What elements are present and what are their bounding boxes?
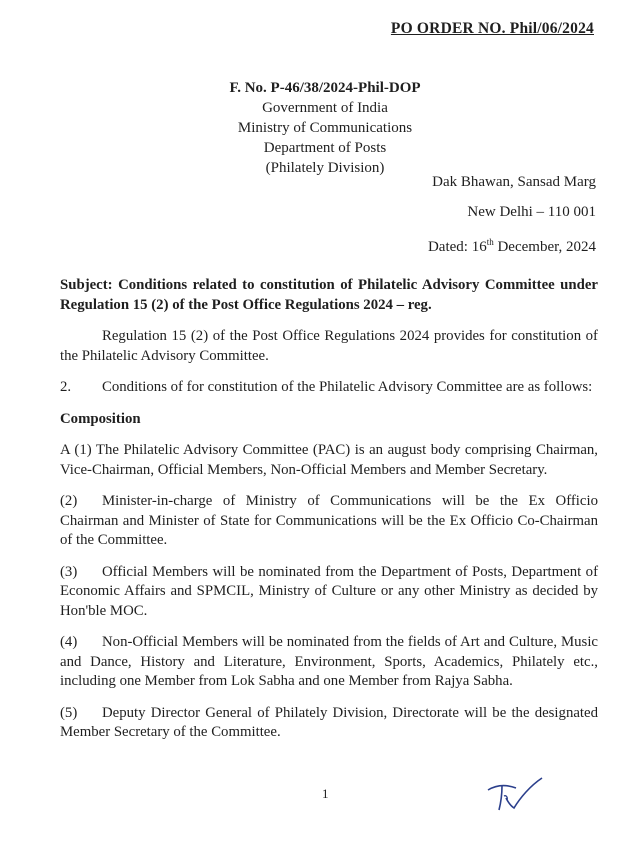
item-3-number: (3) xyxy=(60,563,78,580)
item-1-number: A (1) xyxy=(60,442,92,458)
paragraph-2-text: Conditions of for constitution of the Philatelic Advisory Committee are as follows: xyxy=(102,379,593,395)
item-3 xyxy=(60,563,598,622)
address-block xyxy=(428,167,596,262)
ministry-line: Ministry of Communications xyxy=(237,120,413,136)
intro-paragraph: Regulation 15 (2) of the Post Office Regulations 2024 provides for constitution of the Philatelic Advisory Committee. xyxy=(60,328,598,364)
date-suffix: December, 2024 xyxy=(493,239,596,255)
item-5-number: (5) xyxy=(60,704,78,721)
page-number: 1 xyxy=(322,786,329,801)
subject-line: Subject: Conditions related to constitution of Philatelic Advisory Committee under Regulation 15 (2) of the Post Office Regulations 2024 – reg. xyxy=(60,277,598,313)
government-line: Government of India xyxy=(262,100,388,116)
item-4-text: Non-Official Members will be nominated from the fields of Art and Culture, Music and Dance, History and Literature, Environment, Sports, Academics, Philately etc., including one Member from Lok Sabha and one Member from Rajya Sabha. xyxy=(60,634,598,689)
department-line: Department of Posts xyxy=(263,140,387,156)
composition-heading: Composition xyxy=(60,410,141,427)
address-line-1: Dak Bhawan, Sansad Marg xyxy=(432,174,596,190)
document-body xyxy=(60,276,598,755)
item-4-number: (4) xyxy=(60,634,78,650)
item-1-text: The Philatelic Advisory Committee (PAC) is an august body comprising Chairman, Vice-Chairman, Official Members, Non-Official Members and Member Secretary. xyxy=(60,442,599,478)
division-line: (Philately Division) xyxy=(265,160,385,176)
file-number: F. No. P-46/38/2024-Phil-DOP xyxy=(229,80,421,96)
paragraph-2 xyxy=(60,378,598,398)
date-line xyxy=(428,227,596,262)
paragraph-2-number: 2. xyxy=(60,379,72,395)
date-prefix: Dated: 16 xyxy=(427,239,487,255)
item-2 xyxy=(60,492,598,551)
item-5 xyxy=(60,704,598,743)
address-line-2: New Delhi – 110 001 xyxy=(467,204,596,220)
item-5-text: Deputy Director General of Philately Division, Directorate will be the designated Member Secretary of the Committee. xyxy=(60,704,598,740)
date-superscript: th xyxy=(486,237,494,247)
item-1 xyxy=(60,441,598,480)
signature-icon xyxy=(480,776,550,814)
letterhead xyxy=(170,78,480,178)
order-number: PO ORDER NO. Phil/06/2024 xyxy=(390,20,594,37)
item-3-text: Official Members will be nominated from the Department of Posts, Department of Economic Affairs and SPMCIL, Ministry of Culture or any other Ministry as decided by Hon'ble MOC. xyxy=(60,563,598,619)
item-4 xyxy=(60,633,598,692)
item-2-text: Minister-in-charge of Ministry of Communications will be the Ex Officio Chairman and Minister of State for Communications will be the Ex Officio Co-Chairman of the Committee. xyxy=(60,493,598,548)
item-2-number: (2) xyxy=(60,493,78,509)
